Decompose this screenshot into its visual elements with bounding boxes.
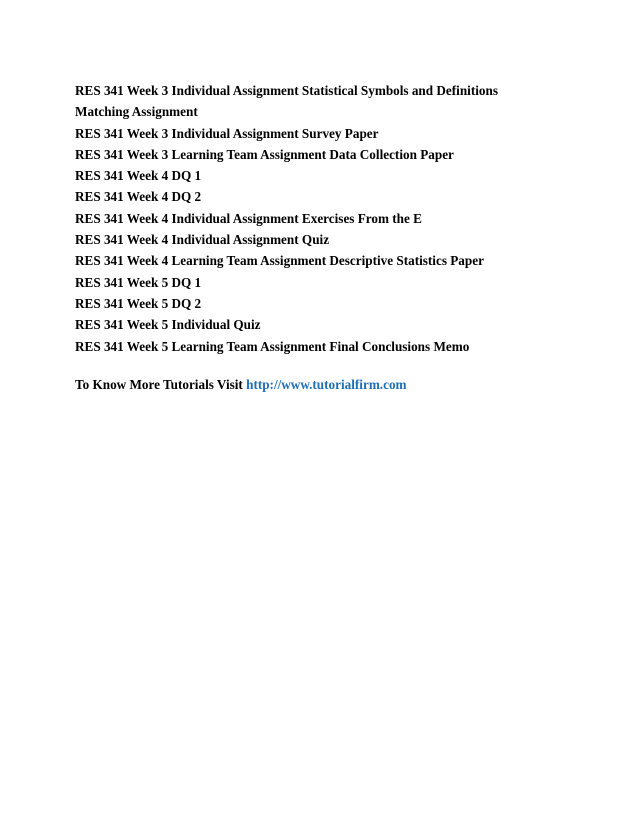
list-item: RES 341 Week 4 DQ 1 [75,168,202,184]
footer-line [75,374,595,395]
list-item: RES 341 Week 4 Learning Team Assignment Descriptive Statistics Paper [75,253,484,269]
list-item: RES 341 Week 4 Individual Assignment Quiz [75,232,330,248]
document-content [75,80,595,395]
list-item: RES 341 Week 5 DQ 1 [75,274,202,290]
list-item: RES 341 Week 4 Individual Assignment Exercises From the E [75,210,422,226]
list-item: RES 341 Week 5 Individual Quiz [75,317,261,333]
list-item: RES 341 Week 3 Individual Assignment Statistical Symbols and Definitions [75,83,498,98]
list-item: RES 341 Week 4 DQ 2 [75,189,202,205]
list-item: RES 341 Week 5 Learning Team Assignment Final Conclusions Memo [75,338,470,354]
assignment-list [75,80,595,357]
list-item: Matching Assignment [75,104,198,120]
tutorial-link[interactable]: http://www.tutorialfirm.com [246,376,407,392]
list-item: RES 341 Week 3 Learning Team Assignment Data Collection Paper [75,146,454,162]
list-item: RES 341 Week 3 Individual Assignment Survey Paper [75,125,379,141]
footer-text: To Know More Tutorials Visit [75,376,243,392]
list-item: RES 341 Week 5 DQ 2 [75,295,202,311]
